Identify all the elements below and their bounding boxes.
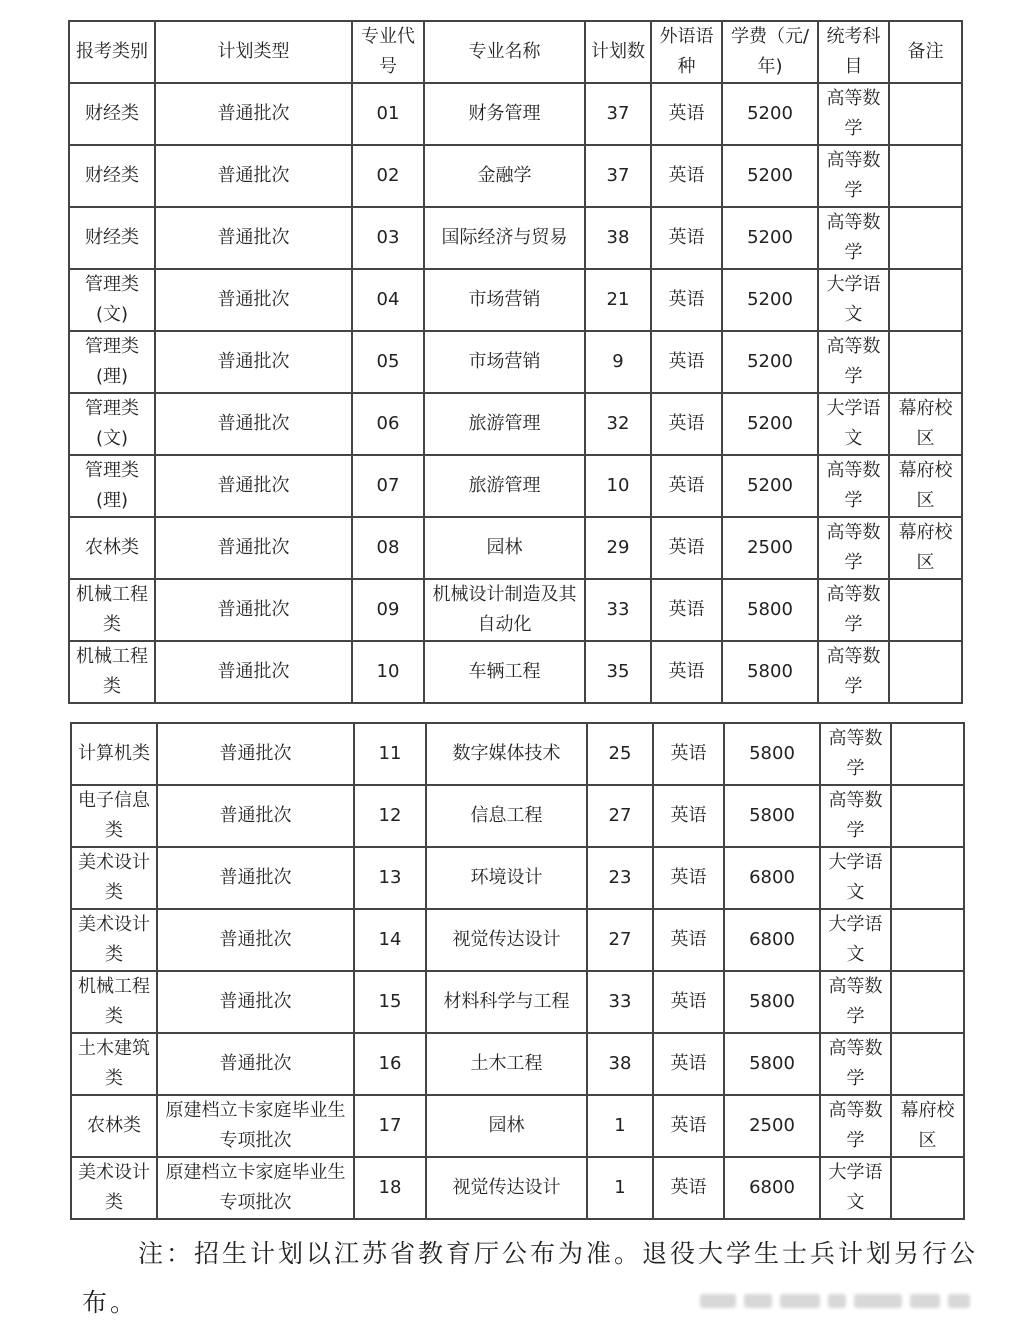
major-code-cell: 12 <box>354 785 426 847</box>
exam-subject-cell: 大学语文 <box>820 909 891 971</box>
major-code-cell: 09 <box>352 579 424 641</box>
tuition-cell: 5200 <box>722 393 818 455</box>
major-name-cell: 园林 <box>424 517 585 579</box>
language-cell: 英语 <box>653 847 724 909</box>
table-row <box>71 1033 964 1095</box>
major-name-cell: 土木工程 <box>426 1033 587 1095</box>
remark-cell <box>889 331 962 393</box>
remark-cell <box>889 145 962 207</box>
major-name-cell: 金融学 <box>424 145 585 207</box>
header-cell: 计划类型 <box>155 21 352 83</box>
tuition-cell: 5800 <box>724 1033 820 1095</box>
note-text-continued: 布。 <box>82 1288 139 1317</box>
plan-type-cell: 普通批次 <box>155 393 352 455</box>
major-name-cell: 材料科学与工程 <box>426 971 587 1033</box>
tuition-cell: 5200 <box>722 83 818 145</box>
exam-subject-cell: 高等数学 <box>818 455 889 517</box>
table-row <box>69 207 962 269</box>
table-row <box>69 83 962 145</box>
remark-cell: 幕府校区 <box>891 1095 964 1157</box>
remark-cell <box>891 1157 964 1219</box>
language-cell: 英语 <box>651 393 722 455</box>
category-cell: 美术设计类 <box>71 1157 157 1219</box>
table-row <box>69 393 962 455</box>
exam-subject-cell: 大学语文 <box>820 1157 891 1219</box>
header-cell: 外语语种 <box>651 21 722 83</box>
plan-type-cell: 原建档立卡家庭毕业生专项批次 <box>157 1095 354 1157</box>
table-row <box>69 269 962 331</box>
major-code-cell: 06 <box>352 393 424 455</box>
exam-subject-cell: 高等数学 <box>818 641 889 703</box>
language-cell: 英语 <box>653 1095 724 1157</box>
exam-subject-cell: 高等数学 <box>820 1033 891 1095</box>
exam-subject-cell: 大学语文 <box>820 847 891 909</box>
remark-cell: 幕府校区 <box>889 517 962 579</box>
table-row <box>69 455 962 517</box>
major-name-cell: 国际经济与贸易 <box>424 207 585 269</box>
plan-type-cell: 普通批次 <box>155 455 352 517</box>
category-cell: 财经类 <box>69 145 155 207</box>
table-row <box>71 971 964 1033</box>
major-code-cell: 16 <box>354 1033 426 1095</box>
plan-type-cell: 普通批次 <box>155 83 352 145</box>
major-code-cell: 14 <box>354 909 426 971</box>
language-cell: 英语 <box>651 207 722 269</box>
exam-subject-cell: 高等数学 <box>820 971 891 1033</box>
category-cell: 财经类 <box>69 83 155 145</box>
language-cell: 英语 <box>653 723 724 785</box>
tuition-cell: 2500 <box>722 517 818 579</box>
major-name-cell: 数字媒体技术 <box>426 723 587 785</box>
major-code-cell: 04 <box>352 269 424 331</box>
table-row <box>71 723 964 785</box>
enrollment-plan-table-top <box>68 20 963 704</box>
major-code-cell: 17 <box>354 1095 426 1157</box>
plan-count-cell: 10 <box>585 455 651 517</box>
language-cell: 英语 <box>653 909 724 971</box>
plan-type-cell: 普通批次 <box>157 909 354 971</box>
plan-count-cell: 32 <box>585 393 651 455</box>
category-cell: 计算机类 <box>71 723 157 785</box>
remark-cell: 幕府校区 <box>889 393 962 455</box>
plan-type-cell: 普通批次 <box>155 145 352 207</box>
exam-subject-cell: 高等数学 <box>818 83 889 145</box>
language-cell: 英语 <box>653 1033 724 1095</box>
major-name-cell: 旅游管理 <box>424 393 585 455</box>
header-cell: 备注 <box>889 21 962 83</box>
table-row <box>69 517 962 579</box>
tuition-cell: 5800 <box>724 785 820 847</box>
plan-type-cell: 普通批次 <box>157 847 354 909</box>
plan-count-cell: 38 <box>585 207 651 269</box>
plan-count-cell: 27 <box>587 909 653 971</box>
category-cell: 管理类(文) <box>69 393 155 455</box>
major-name-cell: 车辆工程 <box>424 641 585 703</box>
remark-cell <box>889 641 962 703</box>
table-row <box>71 785 964 847</box>
remark-cell <box>889 207 962 269</box>
plan-count-cell: 33 <box>585 579 651 641</box>
plan-type-cell: 普通批次 <box>155 269 352 331</box>
plan-type-cell: 普通批次 <box>157 971 354 1033</box>
major-name-cell: 市场营销 <box>424 331 585 393</box>
header-cell: 报考类别 <box>69 21 155 83</box>
tuition-cell: 5800 <box>724 971 820 1033</box>
header-cell: 专业名称 <box>424 21 585 83</box>
plan-count-cell: 29 <box>585 517 651 579</box>
header-cell: 统考科目 <box>818 21 889 83</box>
tuition-cell: 5800 <box>722 579 818 641</box>
major-name-cell: 信息工程 <box>426 785 587 847</box>
exam-subject-cell: 大学语文 <box>818 393 889 455</box>
major-name-cell: 视觉传达设计 <box>426 909 587 971</box>
category-cell: 管理类(理) <box>69 455 155 517</box>
header-cell: 计划数 <box>585 21 651 83</box>
language-cell: 英语 <box>651 641 722 703</box>
language-cell: 英语 <box>651 269 722 331</box>
language-cell: 英语 <box>653 971 724 1033</box>
plan-count-cell: 23 <box>587 847 653 909</box>
category-cell: 管理类(理) <box>69 331 155 393</box>
major-code-cell: 15 <box>354 971 426 1033</box>
category-cell: 美术设计类 <box>71 847 157 909</box>
plan-type-cell: 普通批次 <box>155 579 352 641</box>
table-row <box>69 331 962 393</box>
tuition-cell: 5200 <box>722 455 818 517</box>
language-cell: 英语 <box>651 83 722 145</box>
remark-cell: 幕府校区 <box>889 455 962 517</box>
category-cell: 机械工程类 <box>69 641 155 703</box>
major-name-cell: 园林 <box>426 1095 587 1157</box>
remark-cell <box>891 847 964 909</box>
language-cell: 英语 <box>651 145 722 207</box>
major-code-cell: 01 <box>352 83 424 145</box>
category-cell: 电子信息类 <box>71 785 157 847</box>
language-cell: 英语 <box>651 331 722 393</box>
note-text: 注：招生计划以江苏省教育厅公布为准。退役大学生士兵计划另行公 <box>138 1239 979 1268</box>
header-cell: 学费（元/年) <box>722 21 818 83</box>
language-cell: 英语 <box>653 785 724 847</box>
language-cell: 英语 <box>651 579 722 641</box>
major-code-cell: 03 <box>352 207 424 269</box>
plan-type-cell: 普通批次 <box>157 723 354 785</box>
table-row <box>71 1095 964 1157</box>
exam-subject-cell: 高等数学 <box>820 1095 891 1157</box>
language-cell: 英语 <box>651 517 722 579</box>
plan-count-cell: 38 <box>587 1033 653 1095</box>
exam-subject-cell: 高等数学 <box>818 579 889 641</box>
plan-type-cell: 普通批次 <box>155 517 352 579</box>
major-code-cell: 02 <box>352 145 424 207</box>
tuition-cell: 6800 <box>724 1157 820 1219</box>
tuition-cell: 2500 <box>724 1095 820 1157</box>
table-row <box>69 579 962 641</box>
major-code-cell: 08 <box>352 517 424 579</box>
major-name-cell: 视觉传达设计 <box>426 1157 587 1219</box>
exam-subject-cell: 高等数学 <box>818 145 889 207</box>
category-cell: 机械工程类 <box>71 971 157 1033</box>
enrollment-plan-table-bottom <box>70 722 965 1220</box>
blurred-watermark <box>700 1290 990 1312</box>
plan-type-cell: 普通批次 <box>157 1033 354 1095</box>
plan-count-cell: 1 <box>587 1095 653 1157</box>
plan-count-cell: 25 <box>587 723 653 785</box>
exam-subject-cell: 高等数学 <box>820 785 891 847</box>
category-cell: 管理类(文) <box>69 269 155 331</box>
remark-cell <box>891 971 964 1033</box>
tuition-cell: 6800 <box>724 847 820 909</box>
plan-type-cell: 普通批次 <box>155 331 352 393</box>
tuition-cell: 6800 <box>724 909 820 971</box>
remark-cell <box>891 723 964 785</box>
plan-type-cell: 普通批次 <box>157 785 354 847</box>
plan-count-cell: 33 <box>587 971 653 1033</box>
exam-subject-cell: 高等数学 <box>818 517 889 579</box>
category-cell: 财经类 <box>69 207 155 269</box>
major-code-cell: 07 <box>352 455 424 517</box>
tuition-cell: 5200 <box>722 269 818 331</box>
major-name-cell: 环境设计 <box>426 847 587 909</box>
plan-count-cell: 27 <box>587 785 653 847</box>
major-code-cell: 10 <box>352 641 424 703</box>
category-cell: 农林类 <box>71 1095 157 1157</box>
tuition-cell: 5200 <box>722 145 818 207</box>
category-cell: 土木建筑类 <box>71 1033 157 1095</box>
category-cell: 农林类 <box>69 517 155 579</box>
table-row <box>71 847 964 909</box>
exam-subject-cell: 高等数学 <box>820 723 891 785</box>
major-name-cell: 财务管理 <box>424 83 585 145</box>
plan-type-cell: 普通批次 <box>155 207 352 269</box>
plan-type-cell: 普通批次 <box>155 641 352 703</box>
header-cell: 专业代号 <box>352 21 424 83</box>
plan-type-cell: 原建档立卡家庭毕业生专项批次 <box>157 1157 354 1219</box>
remark-cell <box>889 83 962 145</box>
category-cell: 美术设计类 <box>71 909 157 971</box>
plan-count-cell: 37 <box>585 145 651 207</box>
tuition-cell: 5800 <box>722 641 818 703</box>
plan-count-cell: 37 <box>585 83 651 145</box>
major-code-cell: 11 <box>354 723 426 785</box>
table-header-row <box>69 21 962 83</box>
remark-cell <box>889 269 962 331</box>
plan-count-cell: 21 <box>585 269 651 331</box>
language-cell: 英语 <box>651 455 722 517</box>
plan-count-cell: 35 <box>585 641 651 703</box>
tuition-cell: 5200 <box>722 331 818 393</box>
plan-count-cell: 1 <box>587 1157 653 1219</box>
major-code-cell: 13 <box>354 847 426 909</box>
major-code-cell: 18 <box>354 1157 426 1219</box>
exam-subject-cell: 高等数学 <box>818 331 889 393</box>
major-name-cell: 机械设计制造及其自动化 <box>424 579 585 641</box>
remark-cell <box>891 1033 964 1095</box>
tuition-cell: 5200 <box>722 207 818 269</box>
remark-cell <box>891 909 964 971</box>
exam-subject-cell: 大学语文 <box>818 269 889 331</box>
table-row <box>71 909 964 971</box>
table-row <box>69 145 962 207</box>
remark-cell <box>891 785 964 847</box>
language-cell: 英语 <box>653 1157 724 1219</box>
major-name-cell: 旅游管理 <box>424 455 585 517</box>
major-code-cell: 05 <box>352 331 424 393</box>
exam-subject-cell: 高等数学 <box>818 207 889 269</box>
table-row <box>69 641 962 703</box>
major-name-cell: 市场营销 <box>424 269 585 331</box>
plan-count-cell: 9 <box>585 331 651 393</box>
tuition-cell: 5800 <box>724 723 820 785</box>
category-cell: 机械工程类 <box>69 579 155 641</box>
table-row <box>71 1157 964 1219</box>
remark-cell <box>889 579 962 641</box>
